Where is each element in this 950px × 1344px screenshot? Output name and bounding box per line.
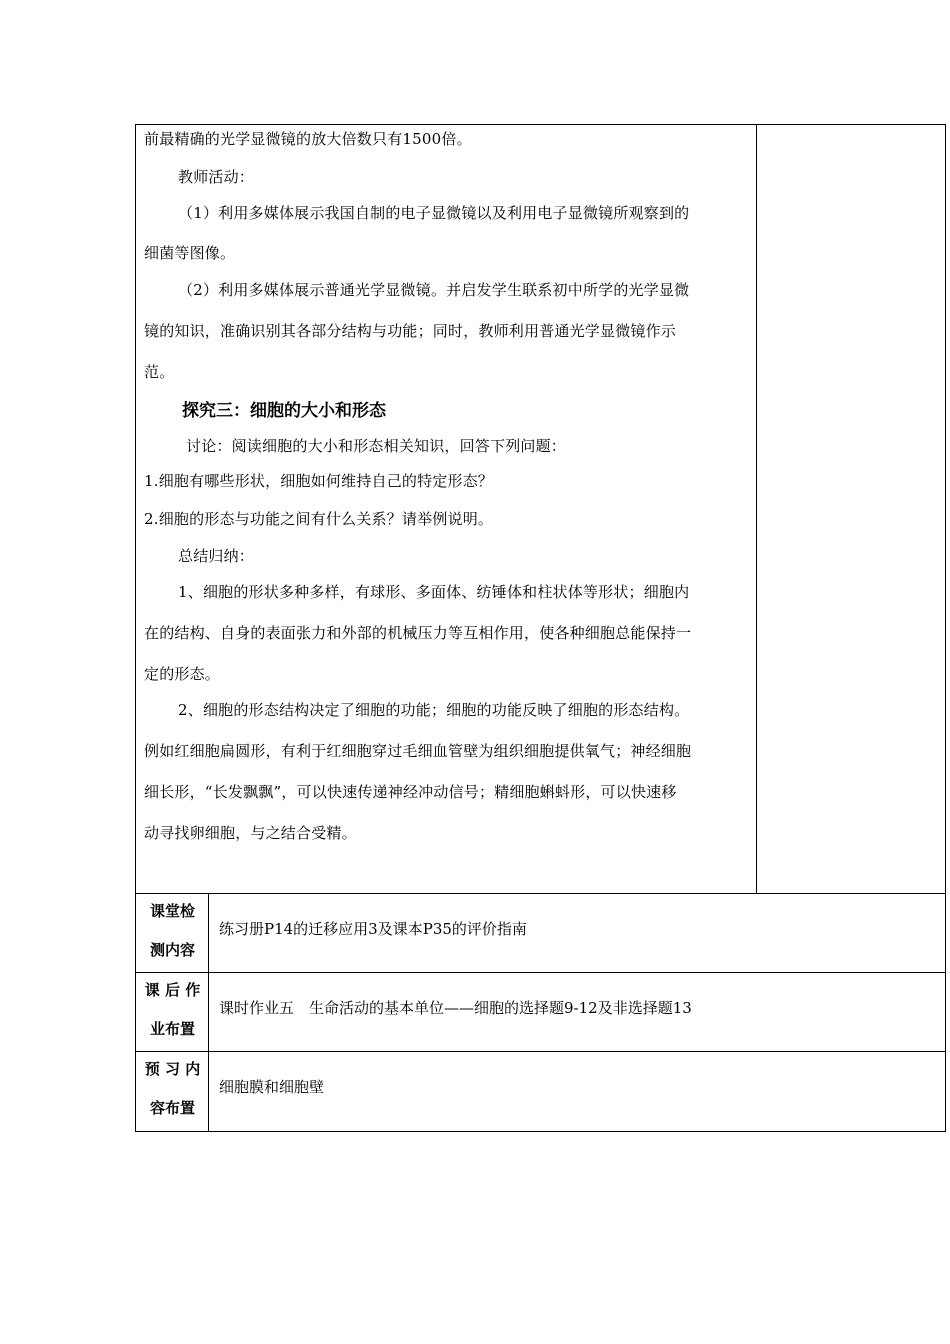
paragraph-line: 前最精确的光学显微镜的放大倍数只有1500倍。 — [144, 130, 472, 148]
classroom-check-row — [135, 893, 946, 973]
paragraph-line: 2、细胞的形态结构决定了细胞的功能；细胞的功能反映了细胞的形态结构。 — [178, 701, 690, 719]
paragraph-line: 教师活动： — [178, 168, 255, 186]
section-heading: 探究三：细胞的大小和形态 — [182, 401, 386, 421]
paragraph-line: 讨论：阅读细胞的大小和形态相关知识，回答下列问题： — [186, 437, 567, 455]
paragraph-line: 镜的知识，准确识别其各部分结构与功能；同时，教师利用普通光学显微镜作示 — [144, 322, 677, 340]
paragraph-line: 细菌等图像。 — [144, 244, 236, 262]
row-label-cell — [136, 1052, 209, 1131]
row-content: 练习册P14的迁移应用3及课本P35的评价指南 — [219, 920, 527, 938]
paragraph-line: 1、细胞的形状多种多样，有球形、多面体、纺锤体和柱状体等形状；细胞内 — [178, 583, 690, 601]
row-label: 课堂检 — [149, 902, 195, 920]
row-label: 测内容 — [149, 941, 195, 959]
row-content: 课时作业五 生命活动的基本单位——细胞的选择题9-12及非选择题13 — [219, 999, 692, 1017]
notes-cell — [756, 124, 946, 894]
row-label-cell — [136, 973, 209, 1052]
paragraph-line: 在的结构、自身的表面张力和外部的机械压力等互相作用，使各种细胞总能保持一 — [144, 624, 692, 642]
row-label: 容布置 — [149, 1099, 195, 1117]
preview-row — [135, 1051, 946, 1132]
homework-row — [135, 972, 946, 1052]
question-line: 1.细胞有哪些形状，细胞如何维持自己的特定形态？ — [144, 472, 494, 490]
paragraph-line: （1）利用多媒体展示我国自制的电子显微镜以及利用电子显微镜所观察到的 — [178, 204, 690, 222]
paragraph-line: 范。 — [144, 363, 175, 381]
paragraph-line: 动寻找卵细胞，与之结合受精。 — [144, 824, 357, 842]
row-content: 细胞膜和细胞壁 — [219, 1078, 325, 1096]
row-label-cell — [136, 894, 209, 973]
paragraph-line: 总结归纳： — [178, 547, 255, 565]
row-label: 课 后 作 — [144, 981, 201, 999]
paragraph-line: 细长形，“长发飘飘”，可以快速传递神经冲动信号；精细胞蝌蚪形，可以快速移 — [144, 783, 677, 801]
paragraph-line: （2）利用多媒体展示普通光学显微镜。并启发学生联系初中所学的光学显微 — [178, 281, 690, 299]
row-label: 业布置 — [149, 1020, 195, 1038]
row-label: 预 习 内 — [144, 1060, 201, 1078]
question-line: 2.细胞的形态与功能之间有什么关系？请举例说明。 — [144, 510, 494, 528]
paragraph-line: 定的形态。 — [144, 665, 221, 683]
paragraph-line: 例如红细胞扁圆形，有利于红细胞穿过毛细血管壁为组织细胞提供氧气；神经细胞 — [144, 742, 692, 760]
